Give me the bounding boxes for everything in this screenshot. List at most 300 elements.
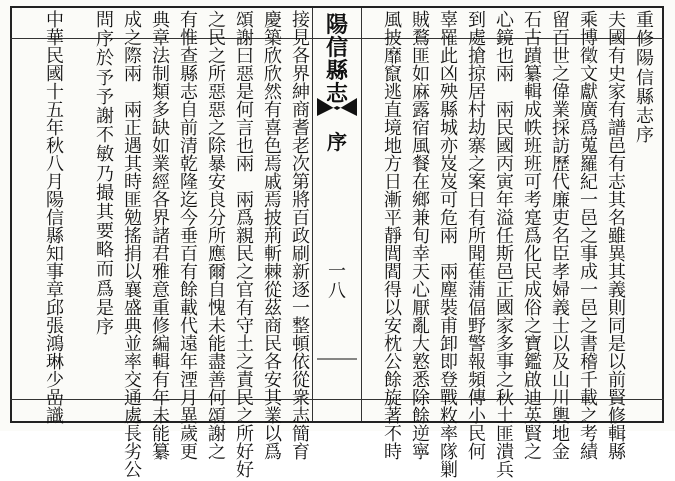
- column-glyph: 憝: [412, 352, 430, 373]
- column-glyph: 也: [236, 136, 254, 157]
- column-glyph: 竄: [384, 64, 402, 85]
- column-glyph: 接: [292, 10, 310, 31]
- column-glyph: 殃: [440, 82, 458, 103]
- column-glyph: 國: [496, 298, 514, 319]
- column-glyph: 枕: [384, 334, 402, 355]
- column-glyph: 正: [124, 118, 142, 139]
- column-glyph: 廣: [580, 100, 598, 121]
- column-glyph: 之: [236, 262, 254, 283]
- column-glyph: 志: [180, 82, 198, 103]
- column-glyph: 爲: [580, 118, 598, 139]
- column-glyph: 其: [124, 154, 142, 175]
- column-glyph: 輿: [552, 406, 570, 427]
- column-glyph: 爾: [208, 262, 226, 283]
- column-glyph: 纂: [152, 442, 170, 463]
- column-glyph: 即: [440, 352, 458, 373]
- column-glyph: 古: [524, 28, 542, 49]
- column-glyph: 著: [384, 406, 402, 427]
- column-glyph: 各: [152, 190, 170, 211]
- column-glyph: 登: [440, 370, 458, 391]
- column-glyph: 之: [124, 28, 142, 49]
- column-glyph: 有: [608, 100, 626, 121]
- text-column: [438, 10, 460, 481]
- column-glyph: 修: [152, 316, 170, 337]
- column-glyph: 秋: [496, 388, 514, 409]
- column-glyph: 序: [96, 29, 114, 51]
- column-glyph: 蒐: [580, 136, 598, 157]
- column-glyph: 逆: [412, 424, 430, 445]
- column-glyph: 績: [580, 442, 598, 463]
- column-glyph: 謝: [96, 105, 114, 127]
- column-glyph: 雅: [152, 262, 170, 283]
- column-glyph: 民: [264, 334, 282, 355]
- column-glyph: 老: [292, 136, 310, 157]
- column-glyph: 縣: [180, 64, 198, 85]
- column-glyph: 之: [552, 64, 570, 85]
- column-glyph: 通: [124, 388, 142, 409]
- column-glyph: 土: [236, 334, 254, 355]
- column-glyph: 育: [292, 442, 310, 463]
- column-glyph: 之: [496, 370, 514, 391]
- column-glyph: 界: [152, 208, 170, 229]
- column-glyph: 法: [152, 46, 170, 67]
- column-glyph: 年: [180, 352, 198, 373]
- column-glyph: 棘: [264, 262, 282, 283]
- column-glyph: 敉: [440, 406, 458, 427]
- column-glyph: 英: [524, 406, 542, 427]
- column-glyph: 地: [552, 424, 570, 445]
- column-glyph: 重: [636, 10, 654, 31]
- column-glyph: 國: [46, 64, 64, 85]
- column-glyph: 一: [580, 190, 598, 211]
- column-glyph: 剿: [440, 460, 458, 481]
- column-glyph: 官: [236, 280, 254, 301]
- column-glyph: 徵: [580, 46, 598, 67]
- column-glyph: 勉: [124, 208, 142, 229]
- column-glyph: 岌: [440, 172, 458, 193]
- column-glyph: 一: [580, 280, 598, 301]
- column-glyph: 並: [124, 334, 142, 355]
- column-glyph: 秋: [46, 136, 64, 157]
- column-glyph: 前: [608, 370, 626, 391]
- column-glyph: 邑: [580, 208, 598, 229]
- column-glyph: 歷: [552, 154, 570, 175]
- column-glyph: 從: [264, 280, 282, 301]
- column-glyph: 譜: [608, 118, 626, 139]
- column-glyph: 民: [496, 118, 514, 139]
- column-glyph: 賢: [524, 424, 542, 445]
- column-glyph: 小: [468, 406, 486, 427]
- column-glyph: 色: [264, 136, 282, 157]
- column-glyph: 兩: [124, 64, 142, 85]
- column-glyph: 欣: [264, 64, 282, 85]
- column-glyph: 邑: [580, 298, 598, 319]
- column-glyph: 琳: [46, 352, 64, 373]
- column-glyph: 有: [608, 46, 626, 67]
- column-glyph: 率: [440, 424, 458, 445]
- column-glyph: 書: [580, 334, 598, 355]
- column-glyph: 警: [468, 334, 486, 355]
- column-glyph: 搶: [468, 46, 486, 67]
- column-glyph: 惡: [208, 82, 226, 103]
- column-glyph: 愧: [208, 298, 226, 319]
- column-glyph: 分: [208, 208, 226, 229]
- column-glyph: 丙: [496, 154, 514, 175]
- column-glyph: 有: [468, 208, 486, 229]
- column-glyph: 隊: [440, 442, 458, 463]
- column-glyph: 而: [96, 259, 114, 281]
- column-glyph: 凶: [440, 64, 458, 85]
- column-glyph: 遠: [180, 334, 198, 355]
- column-glyph: 八: [46, 154, 64, 175]
- column-glyph: 意: [152, 280, 170, 301]
- column-glyph: 盡: [208, 352, 226, 373]
- column-glyph: 餐: [412, 154, 430, 175]
- column-glyph: 長: [124, 424, 142, 445]
- column-glyph: 世: [552, 46, 570, 67]
- column-glyph: 報: [468, 352, 486, 373]
- column-glyph: 不: [96, 125, 114, 147]
- column-glyph: 處: [124, 406, 142, 427]
- column-glyph: 風: [412, 136, 430, 157]
- column-glyph: 信: [46, 208, 64, 229]
- column-glyph: 諸: [152, 226, 170, 247]
- column-glyph: 志: [325, 81, 348, 108]
- column-glyph: 張: [46, 316, 64, 337]
- column-glyph: 築: [264, 28, 282, 49]
- spine-section: 序: [327, 130, 347, 154]
- text-column: [550, 10, 572, 463]
- column-glyph: 耆: [292, 118, 310, 139]
- column-glyph: 敏: [96, 144, 114, 166]
- column-glyph: 麻: [412, 82, 430, 103]
- column-glyph: 月: [180, 388, 198, 409]
- column-glyph: 漸: [384, 190, 402, 211]
- column-glyph: 蹟: [524, 46, 542, 67]
- column-glyph: 業: [152, 154, 170, 175]
- column-glyph: 八: [328, 280, 346, 302]
- column-glyph: 日: [468, 190, 486, 211]
- column-glyph: 賢: [608, 388, 626, 409]
- column-glyph: 以: [608, 352, 626, 373]
- column-glyph: 餘: [180, 280, 198, 301]
- column-glyph: 經: [152, 172, 170, 193]
- column-glyph: 歲: [180, 424, 198, 445]
- column-glyph: 搖: [124, 226, 142, 247]
- column-glyph: 是: [236, 82, 254, 103]
- column-glyph: 湮: [180, 370, 198, 391]
- column-glyph: 偪: [468, 298, 486, 319]
- column-glyph: 文: [580, 64, 598, 85]
- column-glyph: 類: [152, 82, 170, 103]
- column-glyph: 除: [412, 388, 430, 409]
- column-glyph: 民: [236, 244, 254, 265]
- column-glyph: 暴: [208, 154, 226, 175]
- column-glyph: 乘: [580, 10, 598, 31]
- column-glyph: 民: [208, 28, 226, 49]
- column-glyph: 事: [580, 244, 598, 265]
- column-glyph: 志: [636, 105, 654, 127]
- column-glyph: 斬: [264, 244, 282, 265]
- column-glyph: 編: [152, 334, 170, 355]
- column-glyph: 乾: [180, 154, 198, 175]
- column-glyph: 典: [124, 316, 142, 337]
- column-glyph: 聞: [468, 244, 486, 265]
- column-glyph: 公: [384, 352, 402, 373]
- column-glyph: 交: [124, 370, 142, 391]
- column-glyph: 班: [524, 136, 542, 157]
- column-glyph: 之: [208, 442, 226, 463]
- column-glyph: 也: [496, 46, 514, 67]
- column-glyph: 所: [468, 226, 486, 247]
- column-glyph: 所: [208, 226, 226, 247]
- column-glyph: 國: [496, 136, 514, 157]
- column-glyph: 及: [552, 352, 570, 373]
- text-column: [290, 10, 312, 463]
- column-glyph: 稽: [580, 352, 598, 373]
- column-glyph: 鄉: [412, 190, 430, 211]
- column-glyph: 考: [524, 190, 542, 211]
- spine-page-number: [313, 262, 361, 302]
- column-glyph: 逃: [384, 82, 402, 103]
- column-glyph: 之: [524, 442, 542, 463]
- column-glyph: 時: [384, 442, 402, 463]
- column-glyph: 縣: [608, 442, 626, 463]
- column-glyph: 陽: [325, 12, 348, 38]
- column-glyph: 邱: [46, 298, 64, 319]
- column-glyph: 陽: [636, 48, 654, 70]
- column-glyph: 披: [384, 28, 402, 49]
- column-glyph: 居: [468, 82, 486, 103]
- column-glyph: 守: [236, 316, 254, 337]
- preface-title: [634, 12, 656, 396]
- column-glyph: 得: [384, 280, 402, 301]
- column-glyph: 邑: [608, 136, 626, 157]
- column-glyph: 吏: [552, 208, 570, 229]
- column-glyph: 甫: [440, 316, 458, 337]
- column-glyph: 君: [152, 244, 170, 265]
- column-glyph: 盛: [124, 298, 142, 319]
- column-glyph: 代: [552, 172, 570, 193]
- column-glyph: 時: [124, 172, 142, 193]
- column-glyph: 兩: [440, 262, 458, 283]
- column-glyph: 荊: [264, 226, 282, 247]
- column-glyph: 寧: [412, 442, 430, 463]
- column-glyph: 志: [292, 406, 310, 427]
- column-glyph: 靜: [384, 226, 402, 247]
- column-glyph: 塵: [440, 280, 458, 301]
- column-glyph: 嵒: [46, 388, 64, 409]
- column-glyph: 帙: [524, 118, 542, 139]
- column-glyph: 爲: [524, 226, 542, 247]
- column-glyph: 一: [328, 261, 346, 282]
- text-column: [262, 10, 284, 463]
- column-glyph: 民: [236, 388, 254, 409]
- column-glyph: 寶: [524, 334, 542, 355]
- column-glyph: 野: [468, 316, 486, 337]
- column-glyph: 成: [124, 10, 142, 31]
- column-glyph: 可: [440, 190, 458, 211]
- column-glyph: 潰: [496, 442, 514, 463]
- column-glyph: 兩: [124, 100, 142, 121]
- column-glyph: 前: [180, 118, 198, 139]
- column-glyph: 心: [496, 10, 514, 31]
- column-glyph: 鴻: [46, 334, 64, 355]
- text-column: [410, 10, 432, 463]
- column-glyph: 年: [496, 190, 514, 211]
- column-glyph: 兩: [440, 226, 458, 247]
- column-glyph: 於: [96, 48, 114, 70]
- column-glyph: 溢: [496, 208, 514, 229]
- column-glyph: 界: [292, 64, 310, 85]
- column-glyph: 士: [552, 316, 570, 337]
- column-glyph: 自: [208, 280, 226, 301]
- column-glyph: 百: [180, 244, 198, 265]
- column-glyph: 輯: [524, 82, 542, 103]
- column-glyph: 名: [608, 208, 626, 229]
- column-glyph: 成: [524, 100, 542, 121]
- column-glyph: 重: [152, 298, 170, 319]
- column-glyph: 旋: [384, 388, 402, 409]
- column-glyph: 信: [636, 67, 654, 89]
- column-glyph: 撮: [96, 182, 114, 204]
- column-glyph: 制: [152, 64, 170, 85]
- column-glyph: 鶩: [412, 28, 430, 49]
- fish-tail-mark-icon: [313, 94, 361, 120]
- column-glyph: 修: [608, 406, 626, 427]
- column-glyph: 劣: [124, 442, 142, 463]
- column-glyph: 修: [636, 29, 654, 51]
- column-glyph: 石: [524, 10, 542, 31]
- column-glyph: 正: [496, 280, 514, 301]
- column-glyph: 山: [552, 370, 570, 391]
- column-glyph: 新: [292, 262, 310, 283]
- column-glyph: 好: [236, 460, 254, 481]
- column-glyph: 心: [412, 280, 430, 301]
- column-glyph: 戰: [440, 388, 458, 409]
- column-glyph: 各: [292, 46, 310, 67]
- column-glyph: 清: [180, 136, 198, 157]
- column-glyph: 政: [292, 226, 310, 247]
- column-glyph: 兼: [412, 208, 430, 229]
- column-glyph: 言: [236, 118, 254, 139]
- column-glyph: 天: [412, 262, 430, 283]
- column-glyph: 斯: [496, 244, 514, 265]
- column-glyph: 不: [384, 424, 402, 445]
- column-glyph: 邑: [496, 262, 514, 283]
- column-glyph: 靡: [384, 46, 402, 67]
- column-glyph: 序: [636, 125, 654, 147]
- column-glyph: 缺: [152, 118, 170, 139]
- column-glyph: 境: [384, 118, 402, 139]
- column-glyph: 兩: [496, 100, 514, 121]
- column-glyph: 蒲: [468, 280, 486, 301]
- column-glyph: 是: [96, 297, 114, 319]
- column-glyph: 予: [96, 86, 114, 108]
- column-glyph: 如: [412, 64, 430, 85]
- column-glyph: 裝: [440, 298, 458, 319]
- column-glyph: 之: [208, 46, 226, 67]
- column-glyph: 乃: [96, 163, 114, 185]
- column-glyph: 公: [124, 460, 142, 481]
- column-glyph: 有: [264, 100, 282, 121]
- column-glyph: 爲: [236, 208, 254, 229]
- column-glyph: 多: [152, 100, 170, 121]
- column-glyph: 迪: [524, 388, 542, 409]
- column-glyph: 平: [384, 208, 402, 229]
- column-glyph: 能: [208, 334, 226, 355]
- column-glyph: 所: [236, 424, 254, 445]
- column-glyph: 以: [384, 298, 402, 319]
- column-glyph: 成: [580, 262, 598, 283]
- column-glyph: 之: [236, 406, 254, 427]
- column-glyph: 偉: [552, 82, 570, 103]
- column-glyph: 迄: [180, 190, 198, 211]
- column-glyph: 應: [208, 244, 226, 265]
- column-glyph: 百: [292, 208, 310, 229]
- column-glyph: 載: [580, 388, 598, 409]
- column-glyph: 金: [552, 442, 570, 463]
- column-glyph: 此: [440, 46, 458, 67]
- column-glyph: 謝: [208, 424, 226, 445]
- column-glyph: 纂: [524, 64, 542, 85]
- spine-book-title: [313, 14, 361, 106]
- column-glyph: 名: [552, 226, 570, 247]
- column-glyph: 刷: [292, 244, 310, 265]
- column-glyph: 廉: [552, 190, 570, 211]
- column-glyph: 異: [180, 406, 198, 427]
- column-glyph: 典: [152, 10, 170, 31]
- column-glyph: 處: [468, 28, 486, 49]
- column-glyph: 更: [180, 442, 198, 463]
- column-glyph: 輯: [152, 352, 170, 373]
- column-glyph: 博: [580, 28, 598, 49]
- column-glyph: 慶: [264, 10, 282, 31]
- column-glyph: 有: [180, 10, 198, 31]
- text-column: [466, 10, 488, 463]
- column-glyph: 何: [468, 442, 486, 463]
- column-glyph: 商: [264, 316, 282, 337]
- column-glyph: 之: [468, 154, 486, 175]
- column-glyph: 同: [608, 316, 626, 337]
- book-spine: [312, 8, 362, 421]
- lower-fish-tail-mark-icon: [313, 348, 361, 370]
- column-glyph: 依: [292, 352, 310, 373]
- text-column: [206, 10, 228, 463]
- column-glyph: 啟: [524, 370, 542, 391]
- column-glyph: 次: [292, 154, 310, 175]
- column-glyph: 代: [180, 316, 198, 337]
- column-glyph: 村: [468, 100, 486, 121]
- column-glyph: 第: [292, 172, 310, 193]
- column-glyph: 是: [608, 334, 626, 355]
- column-glyph: 如: [152, 136, 170, 157]
- column-glyph: 寅: [496, 172, 514, 193]
- column-glyph: 雖: [608, 226, 626, 247]
- column-glyph: 考: [580, 424, 598, 445]
- column-glyph: 惟: [180, 28, 198, 49]
- column-glyph: 方: [384, 154, 402, 175]
- column-glyph: 民: [524, 262, 542, 283]
- column-glyph: 縣: [636, 86, 654, 108]
- column-glyph: 訪: [552, 136, 570, 157]
- column-glyph: 陽: [46, 190, 64, 211]
- column-glyph: 宿: [412, 118, 430, 139]
- column-glyph: 序: [96, 317, 114, 338]
- column-glyph: 多: [496, 334, 514, 355]
- column-glyph: 焉: [264, 190, 282, 211]
- column-glyph: 謝: [236, 28, 254, 49]
